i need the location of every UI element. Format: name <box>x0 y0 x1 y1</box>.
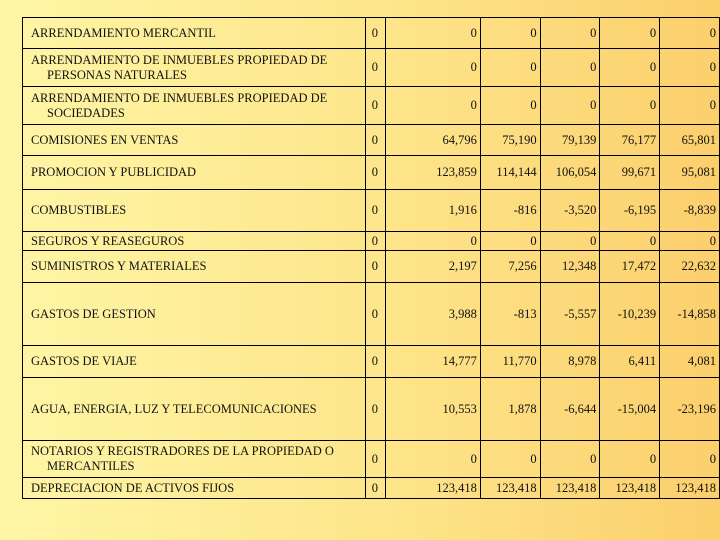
concept-cell <box>23 190 366 232</box>
concept-cell <box>23 441 366 478</box>
value-cell: 8,978 <box>540 346 600 378</box>
concept-label: GASTOS DE GESTION <box>31 306 156 321</box>
value-cell: 22,632 <box>660 251 720 283</box>
value-cell: -816 <box>480 190 540 232</box>
value-cell: 7,256 <box>480 251 540 283</box>
expense-table <box>22 17 720 499</box>
concept-cell <box>23 346 366 378</box>
value-cell: 2,197 <box>385 251 480 283</box>
table-row <box>23 156 720 190</box>
table-row <box>23 441 720 478</box>
value-cell: 12,348 <box>540 251 600 283</box>
value-cell: -10,239 <box>600 283 660 346</box>
value-cell: 0 <box>600 232 660 251</box>
concept-label: GASTOS DE VIAJE <box>31 354 137 368</box>
concept-label: NOTARIOS Y REGISTRADORES DE LA PROPIEDAD O <box>31 444 334 458</box>
value-cell: -3,520 <box>540 190 600 232</box>
value-cell: 0 <box>540 87 600 125</box>
value-cell: 0 <box>365 156 385 190</box>
value-cell: 6,411 <box>600 346 660 378</box>
table-row <box>23 478 720 499</box>
table-row <box>23 190 720 232</box>
value-cell: 0 <box>365 49 385 87</box>
table-row <box>23 125 720 156</box>
concept-cell <box>23 125 366 156</box>
concept-label: PERSONAS NATURALES <box>47 67 187 82</box>
value-cell: 0 <box>365 125 385 156</box>
value-cell: -8,839 <box>660 190 720 232</box>
table-row <box>23 87 720 125</box>
value-cell: 123,418 <box>480 478 540 499</box>
value-cell: 123,418 <box>385 478 480 499</box>
concept-cell <box>23 251 366 283</box>
value-cell: 0 <box>365 18 385 49</box>
value-cell: -14,858 <box>660 283 720 346</box>
value-cell: 0 <box>660 441 720 478</box>
table-row <box>23 49 720 87</box>
value-cell: 0 <box>365 378 385 441</box>
value-cell: 0 <box>365 441 385 478</box>
concept-label: SOCIEDADES <box>47 105 125 120</box>
value-cell: 0 <box>600 441 660 478</box>
value-cell: 123,418 <box>660 478 720 499</box>
concept-cell <box>23 18 366 49</box>
value-cell: 17,472 <box>600 251 660 283</box>
value-cell: 79,139 <box>540 125 600 156</box>
concept-label: COMBUSTIBLES <box>31 203 127 217</box>
value-cell: 0 <box>365 346 385 378</box>
value-cell: 0 <box>480 18 540 49</box>
value-cell: 0 <box>660 18 720 49</box>
value-cell: 0 <box>385 49 480 87</box>
concept-label: ARRENDAMIENTO MERCANTIL <box>31 25 216 40</box>
value-cell: 65,801 <box>660 125 720 156</box>
value-cell: 0 <box>600 18 660 49</box>
value-cell: 0 <box>660 49 720 87</box>
value-cell: 64,796 <box>385 125 480 156</box>
value-cell: 123,418 <box>540 478 600 499</box>
value-cell: 0 <box>385 87 480 125</box>
value-cell: 0 <box>480 441 540 478</box>
value-cell: -6,644 <box>540 378 600 441</box>
concept-cell <box>23 49 366 87</box>
value-cell: 0 <box>480 87 540 125</box>
value-cell: 10,553 <box>385 378 480 441</box>
value-cell: 0 <box>365 251 385 283</box>
value-cell: 123,418 <box>600 478 660 499</box>
table-row <box>23 251 720 283</box>
value-cell: 99,671 <box>600 156 660 190</box>
concept-label: ARRENDAMIENTO DE INMUEBLES PROPIEDAD DE <box>31 90 328 105</box>
concept-cell <box>23 232 366 251</box>
value-cell: 14,777 <box>385 346 480 378</box>
value-cell: 0 <box>365 232 385 251</box>
table-row <box>23 283 720 346</box>
table-row <box>23 346 720 378</box>
value-cell: -5,557 <box>540 283 600 346</box>
concept-label: AGUA, ENERGIA, LUZ Y TELECOMUNICACIONES <box>31 401 317 416</box>
value-cell: -6,195 <box>600 190 660 232</box>
concept-label: SEGUROS Y REASEGUROS <box>31 233 185 248</box>
concept-label: DEPRECIACION DE ACTIVOS FIJOS <box>31 480 235 495</box>
concept-label: PROMOCION Y PUBLICIDAD <box>31 165 197 179</box>
value-cell: 0 <box>540 49 600 87</box>
value-cell: 0 <box>480 232 540 251</box>
value-cell: 4,081 <box>660 346 720 378</box>
value-cell: 1,916 <box>385 190 480 232</box>
value-cell: 1,878 <box>480 378 540 441</box>
table-row <box>23 18 720 49</box>
value-cell: -15,004 <box>600 378 660 441</box>
value-cell: 0 <box>365 478 385 499</box>
value-cell: 75,190 <box>480 125 540 156</box>
value-cell: 0 <box>600 49 660 87</box>
value-cell: 3,988 <box>385 283 480 346</box>
table-row <box>23 232 720 251</box>
value-cell: 0 <box>365 283 385 346</box>
table-body <box>23 18 720 499</box>
value-cell: 106,054 <box>540 156 600 190</box>
concept-cell <box>23 156 366 190</box>
value-cell: 95,081 <box>660 156 720 190</box>
value-cell: 0 <box>540 441 600 478</box>
value-cell: 76,177 <box>600 125 660 156</box>
concept-cell <box>23 378 366 441</box>
value-cell: 123,859 <box>385 156 480 190</box>
value-cell: -813 <box>480 283 540 346</box>
value-cell: 0 <box>660 87 720 125</box>
value-cell: -23,196 <box>660 378 720 441</box>
value-cell: 114,144 <box>480 156 540 190</box>
concept-cell <box>23 283 366 346</box>
value-cell: 0 <box>660 232 720 251</box>
value-cell: 0 <box>385 18 480 49</box>
concept-label: SUMINISTROS Y MATERIALES <box>31 259 207 273</box>
concept-cell <box>23 478 366 499</box>
value-cell: 0 <box>540 18 600 49</box>
value-cell: 0 <box>600 87 660 125</box>
concept-cell <box>23 87 366 125</box>
value-cell: 0 <box>365 190 385 232</box>
table-row <box>23 378 720 441</box>
value-cell: 0 <box>385 441 480 478</box>
value-cell: 0 <box>540 232 600 251</box>
value-cell: 11,770 <box>480 346 540 378</box>
value-cell: 0 <box>365 87 385 125</box>
concept-label: MERCANTILES <box>47 459 135 473</box>
concept-label: COMISIONES EN VENTAS <box>31 132 179 147</box>
value-cell: 0 <box>385 232 480 251</box>
value-cell: 0 <box>480 49 540 87</box>
concept-label: ARRENDAMIENTO DE INMUEBLES PROPIEDAD DE <box>31 52 328 67</box>
